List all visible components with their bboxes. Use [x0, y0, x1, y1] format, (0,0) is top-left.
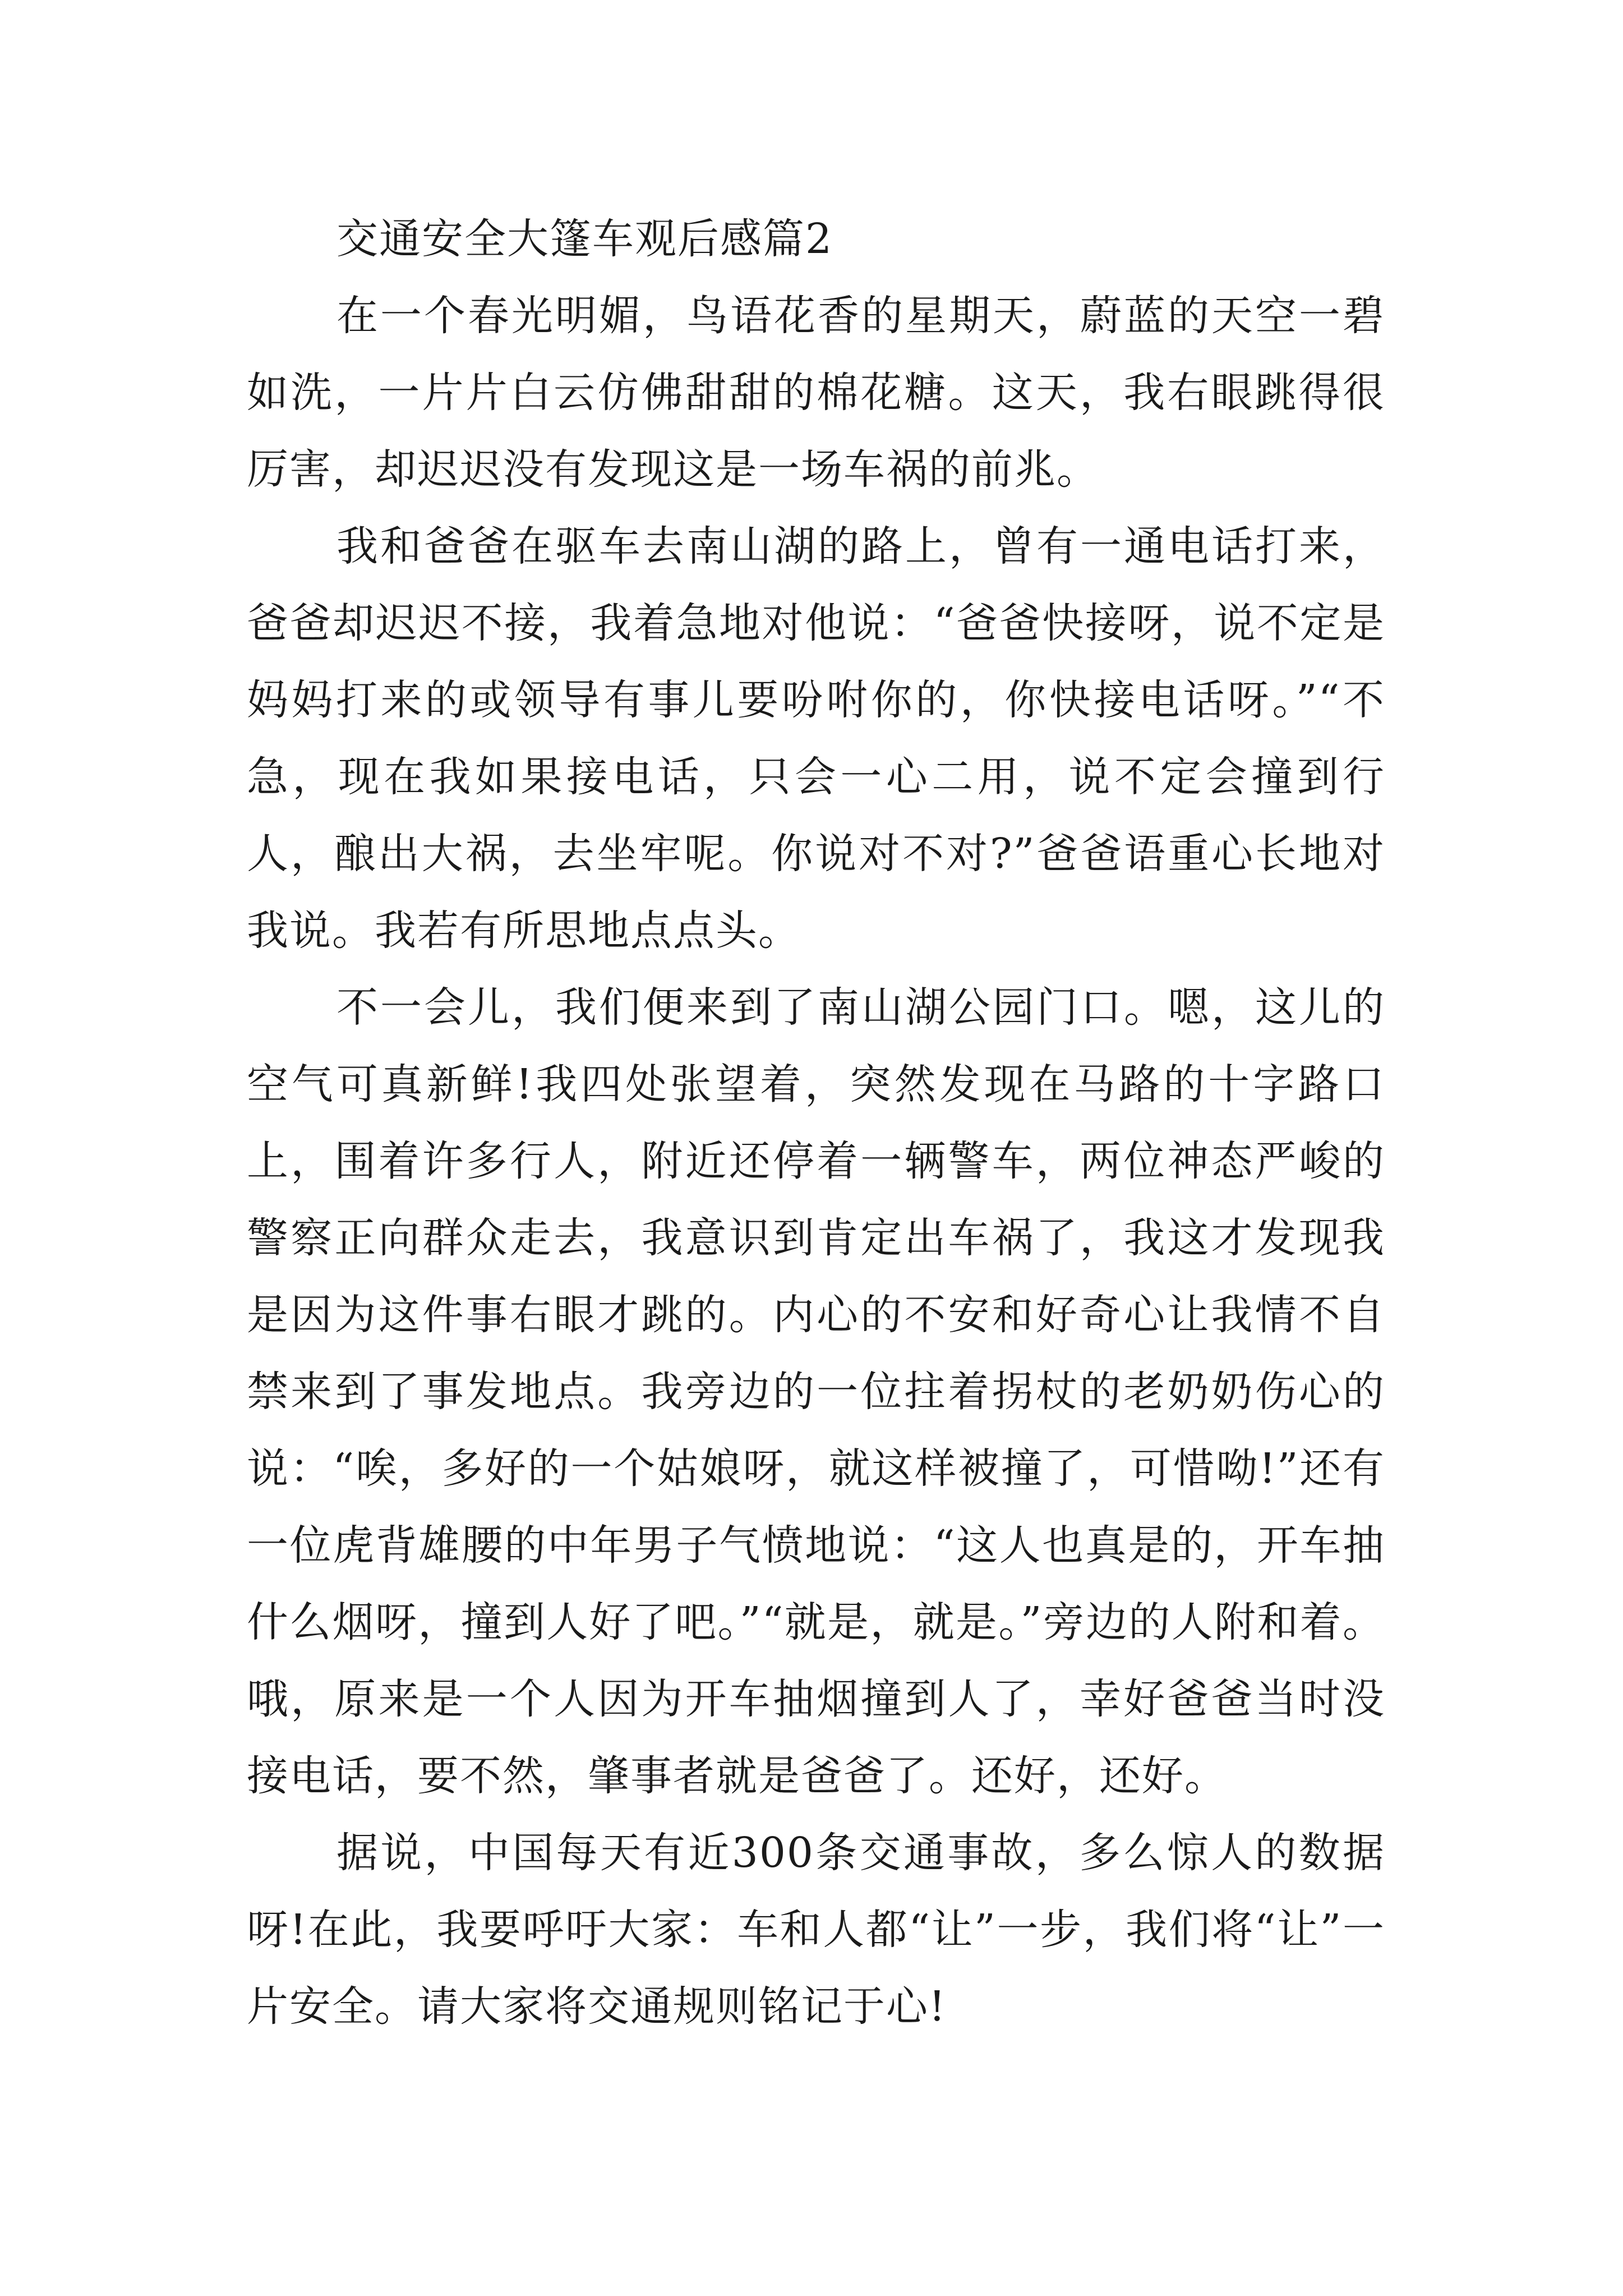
paragraph-1: 在一个春光明媚，鸟语花香的星期天，蔚蓝的天空一碧如洗，一片片白云仿佛甜甜的棉花糖。这天，我右眼跳得很厉害，却迟迟没有发现这是一场车祸的前兆。 [247, 292, 1385, 494]
document-body [247, 201, 1385, 2045]
paragraph-3: 不一会儿，我们便来到了南山湖公园门口。嗯，这儿的空气可真新鲜!我四处张望着，突然发现在马路的十字路口上，围着许多行人，附近还停着一辆警车，两位神态严峻的警察正向群众走去，我意识到肯定出车祸了，我这才发现我是因为这件事右眼才跳的。内心的不安和好奇心让我情不自禁来到了事发地点。我旁边的一位拄着拐杖的老奶奶伤心的说：“唉，多好的一个姑娘呀，就这样被撞了，可惜呦!”还有一位虎背雄腰的中年男子气愤地说：“这人也真是的，开车抽什么烟呀，撞到人好了吧。”“就是，就是。”旁边的人附和着。哦，原来是一个人因为开车抽烟撞到人了，幸好爸爸当时没接电话，要不然，肇事者就是爸爸了。还好，还好。 [247, 983, 1385, 1800]
paragraph-2: 我和爸爸在驱车去南山湖的路上，曾有一通电话打来，爸爸却迟迟不接，我着急地对他说：“爸爸快接呀，说不定是妈妈打来的或领导有事儿要吩咐你的，你快接电话呀。”“不急，现在我如果接电话，只会一心二用，说不定会撞到行人，酿出大祸，去坐牢呢。你说对不对?”爸爸语重心长地对我说。我若有所思地点点头。 [247, 522, 1385, 955]
document-title: 交通安全大篷车观后感篇2 [336, 215, 833, 263]
paragraph-4: 据说，中国每天有近300条交通事故，多么惊人的数据呀!在此，我要呼吁大家：车和人都“让”一步，我们将“让”一片安全。请大家将交通规则铭记于心! [247, 1829, 1385, 2031]
